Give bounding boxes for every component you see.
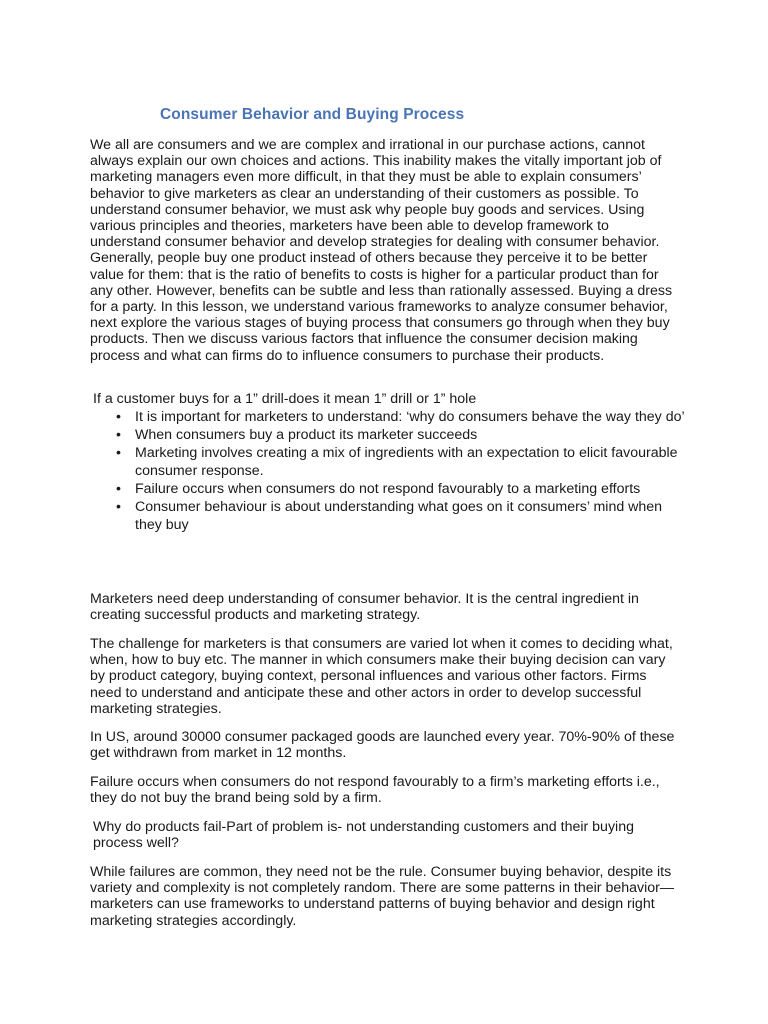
- list-item: [90, 426, 690, 444]
- bullet-list: [90, 408, 690, 534]
- paragraph-us-statistics: In US, around 30000 consumer packaged goods are launched every year. 70%-90% of these get withdrawn from market in 12 months.: [90, 729, 675, 762]
- paragraph-failure: Failure occurs when consumers do not respond favourably to a firm’s marketing efforts i.e., they do not buy the brand being sold by a firm.: [90, 774, 660, 807]
- paragraph-why-fail: Why do products fail-Part of problem is- not understanding customers and their buying process well?: [93, 819, 634, 852]
- list-item-text: Failure occurs when consumers do not respond favourably to a marketing efforts: [135, 481, 641, 497]
- list-item-text: Marketing involves creating a mix of ingredients with an expectation to elicit favourable consumer response.: [135, 445, 678, 479]
- question-line: If a customer buys for a 1” drill-does it mean 1” drill or 1” hole: [93, 391, 477, 407]
- bullet-icon: •: [116, 481, 121, 497]
- list-item-text: It is important for marketers to understand: ‘why do consumers behave the way they do’: [135, 409, 685, 425]
- page-title: Consumer Behavior and Buying Process: [160, 106, 465, 123]
- intro-paragraph: We all are consumers and we are complex and irrational in our purchase actions, cannot always explain our own choices and actions. This inability makes the vitally important job of marketing managers even more difficult, in that they must be able to explain consumers’ behavior to give marketers as clear an understanding of their customers as possible. To understand consumer behavior, we must ask why people buy goods and services. Using various principles and theories, marketers have been able to develop framework to understand consumer behavior and develop strategies for dealing with consumer behavior. Generally, people buy one product instead of others because they perceive it to be better value for them: that is the ratio of benefits to costs is higher for a particular product than for any other. However, benefits can be subtle and less than rationally assessed. Buying a dress for a party. In this lesson, we understand various frameworks to analyze consumer behavior, next explore the various stages of buying process that consumers go through when they buy products. Then we discuss various factors that influence the consumer decision making process and what can firms do to influence consumers to purchase their products.: [90, 137, 673, 364]
- bullet-icon: •: [116, 499, 121, 515]
- list-item-text: Consumer behaviour is about understanding what goes on it consumers’ mind when they buy: [135, 499, 663, 533]
- list-item: [90, 444, 690, 480]
- paragraph-deep-understanding: Marketers need deep understanding of consumer behavior. It is the central ingredient in creating successful products and marketing strategy.: [90, 591, 639, 624]
- paragraph-patterns: While failures are common, they need not be the rule. Consumer buying behavior, despite its variety and complexity is not completely random. There are some patterns in their behavior—marketers can use frameworks to understand patterns of buying behavior and design right marketing strategies accordingly.: [90, 864, 675, 929]
- bullet-icon: •: [116, 409, 121, 425]
- list-item: [90, 408, 690, 426]
- bullet-icon: •: [116, 445, 121, 461]
- list-item-text: When consumers buy a product its marketer succeeds: [135, 427, 478, 443]
- bullet-icon: •: [116, 427, 121, 443]
- paragraph-challenge: The challenge for marketers is that consumers are varied lot when it comes to deciding what, when, how to buy etc. The manner in which consumers make their buying decision can vary by product category, buying context, personal influences and various other factors. Firms need to understand and anticipate these and other actors in order to develop successful marketing strategies.: [90, 636, 673, 717]
- list-item: [90, 480, 690, 498]
- list-item: [90, 498, 690, 534]
